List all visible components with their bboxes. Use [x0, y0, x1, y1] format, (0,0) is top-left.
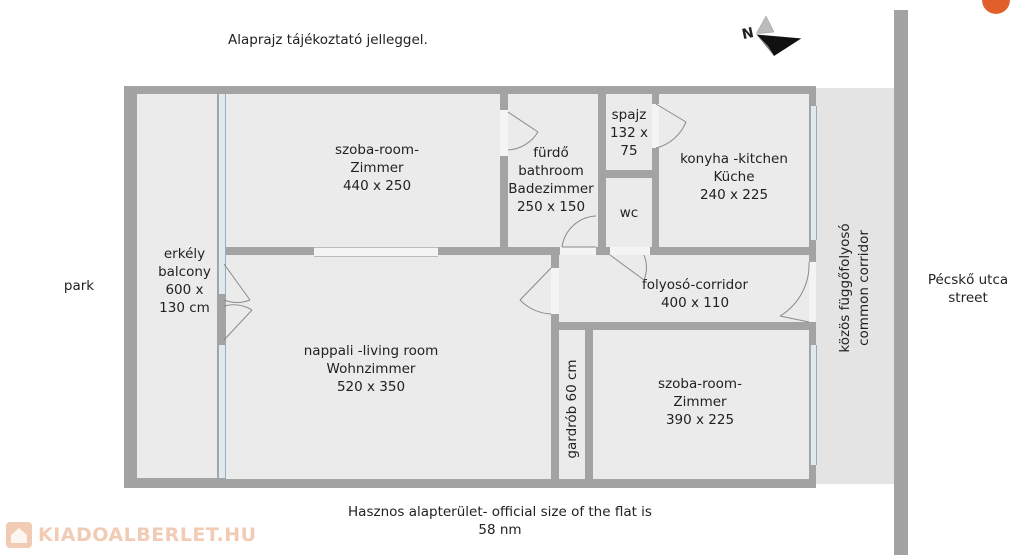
bath-door-gap: [560, 247, 596, 255]
corner-badge-icon: [982, 0, 1010, 14]
common-corridor-label: közös függőfolyosó common corridor: [837, 223, 872, 353]
kitchen-window: [810, 106, 817, 240]
watermark-logo: [6, 520, 257, 550]
living-door-gap: [551, 268, 559, 314]
street-wall: [894, 10, 908, 555]
plan-note: Alaprajz tájékoztató jelleggel.: [228, 32, 428, 48]
corridor-entrance-gap: [809, 262, 816, 322]
compass-label: N: [740, 24, 756, 44]
room2-window: [810, 345, 817, 465]
wc-label: wc: [619, 205, 639, 221]
room1-living-opening: [314, 247, 438, 257]
pantry-label: spajz 132 x 75: [609, 107, 649, 159]
park-label: park: [63, 278, 95, 294]
house-logo-icon: [6, 522, 32, 548]
compass: [738, 12, 804, 60]
balcony-window-bottom: [218, 345, 226, 478]
room1-label: szoba-room- Zimmer 440 x 250: [335, 142, 419, 194]
wardrobe-label: gardrób 60 cm: [564, 359, 580, 459]
room2-label: szoba-room- Zimmer 390 x 225: [658, 376, 742, 428]
wc-door-gap: [610, 247, 650, 255]
bathroom-label: fürdő bathroom Badezimmer 250 x 150: [508, 145, 594, 215]
corridor-label: folyosó-corridor 400 x 110: [641, 277, 749, 311]
street-label: Pécskő utca street: [927, 272, 1009, 306]
living-room-label: nappali -living room Wohnzimmer 520 x 350: [303, 343, 439, 395]
flat-area-label: Hasznos alapterület- official size of the flat is 58 nm: [348, 504, 652, 538]
balcony-label: erkély balcony 600 x 130 cm: [158, 246, 211, 316]
kitchen-label: konyha -kitchen Küche 240 x 225: [680, 151, 788, 203]
watermark-text: KIADOALBERLET.HU: [38, 524, 257, 546]
